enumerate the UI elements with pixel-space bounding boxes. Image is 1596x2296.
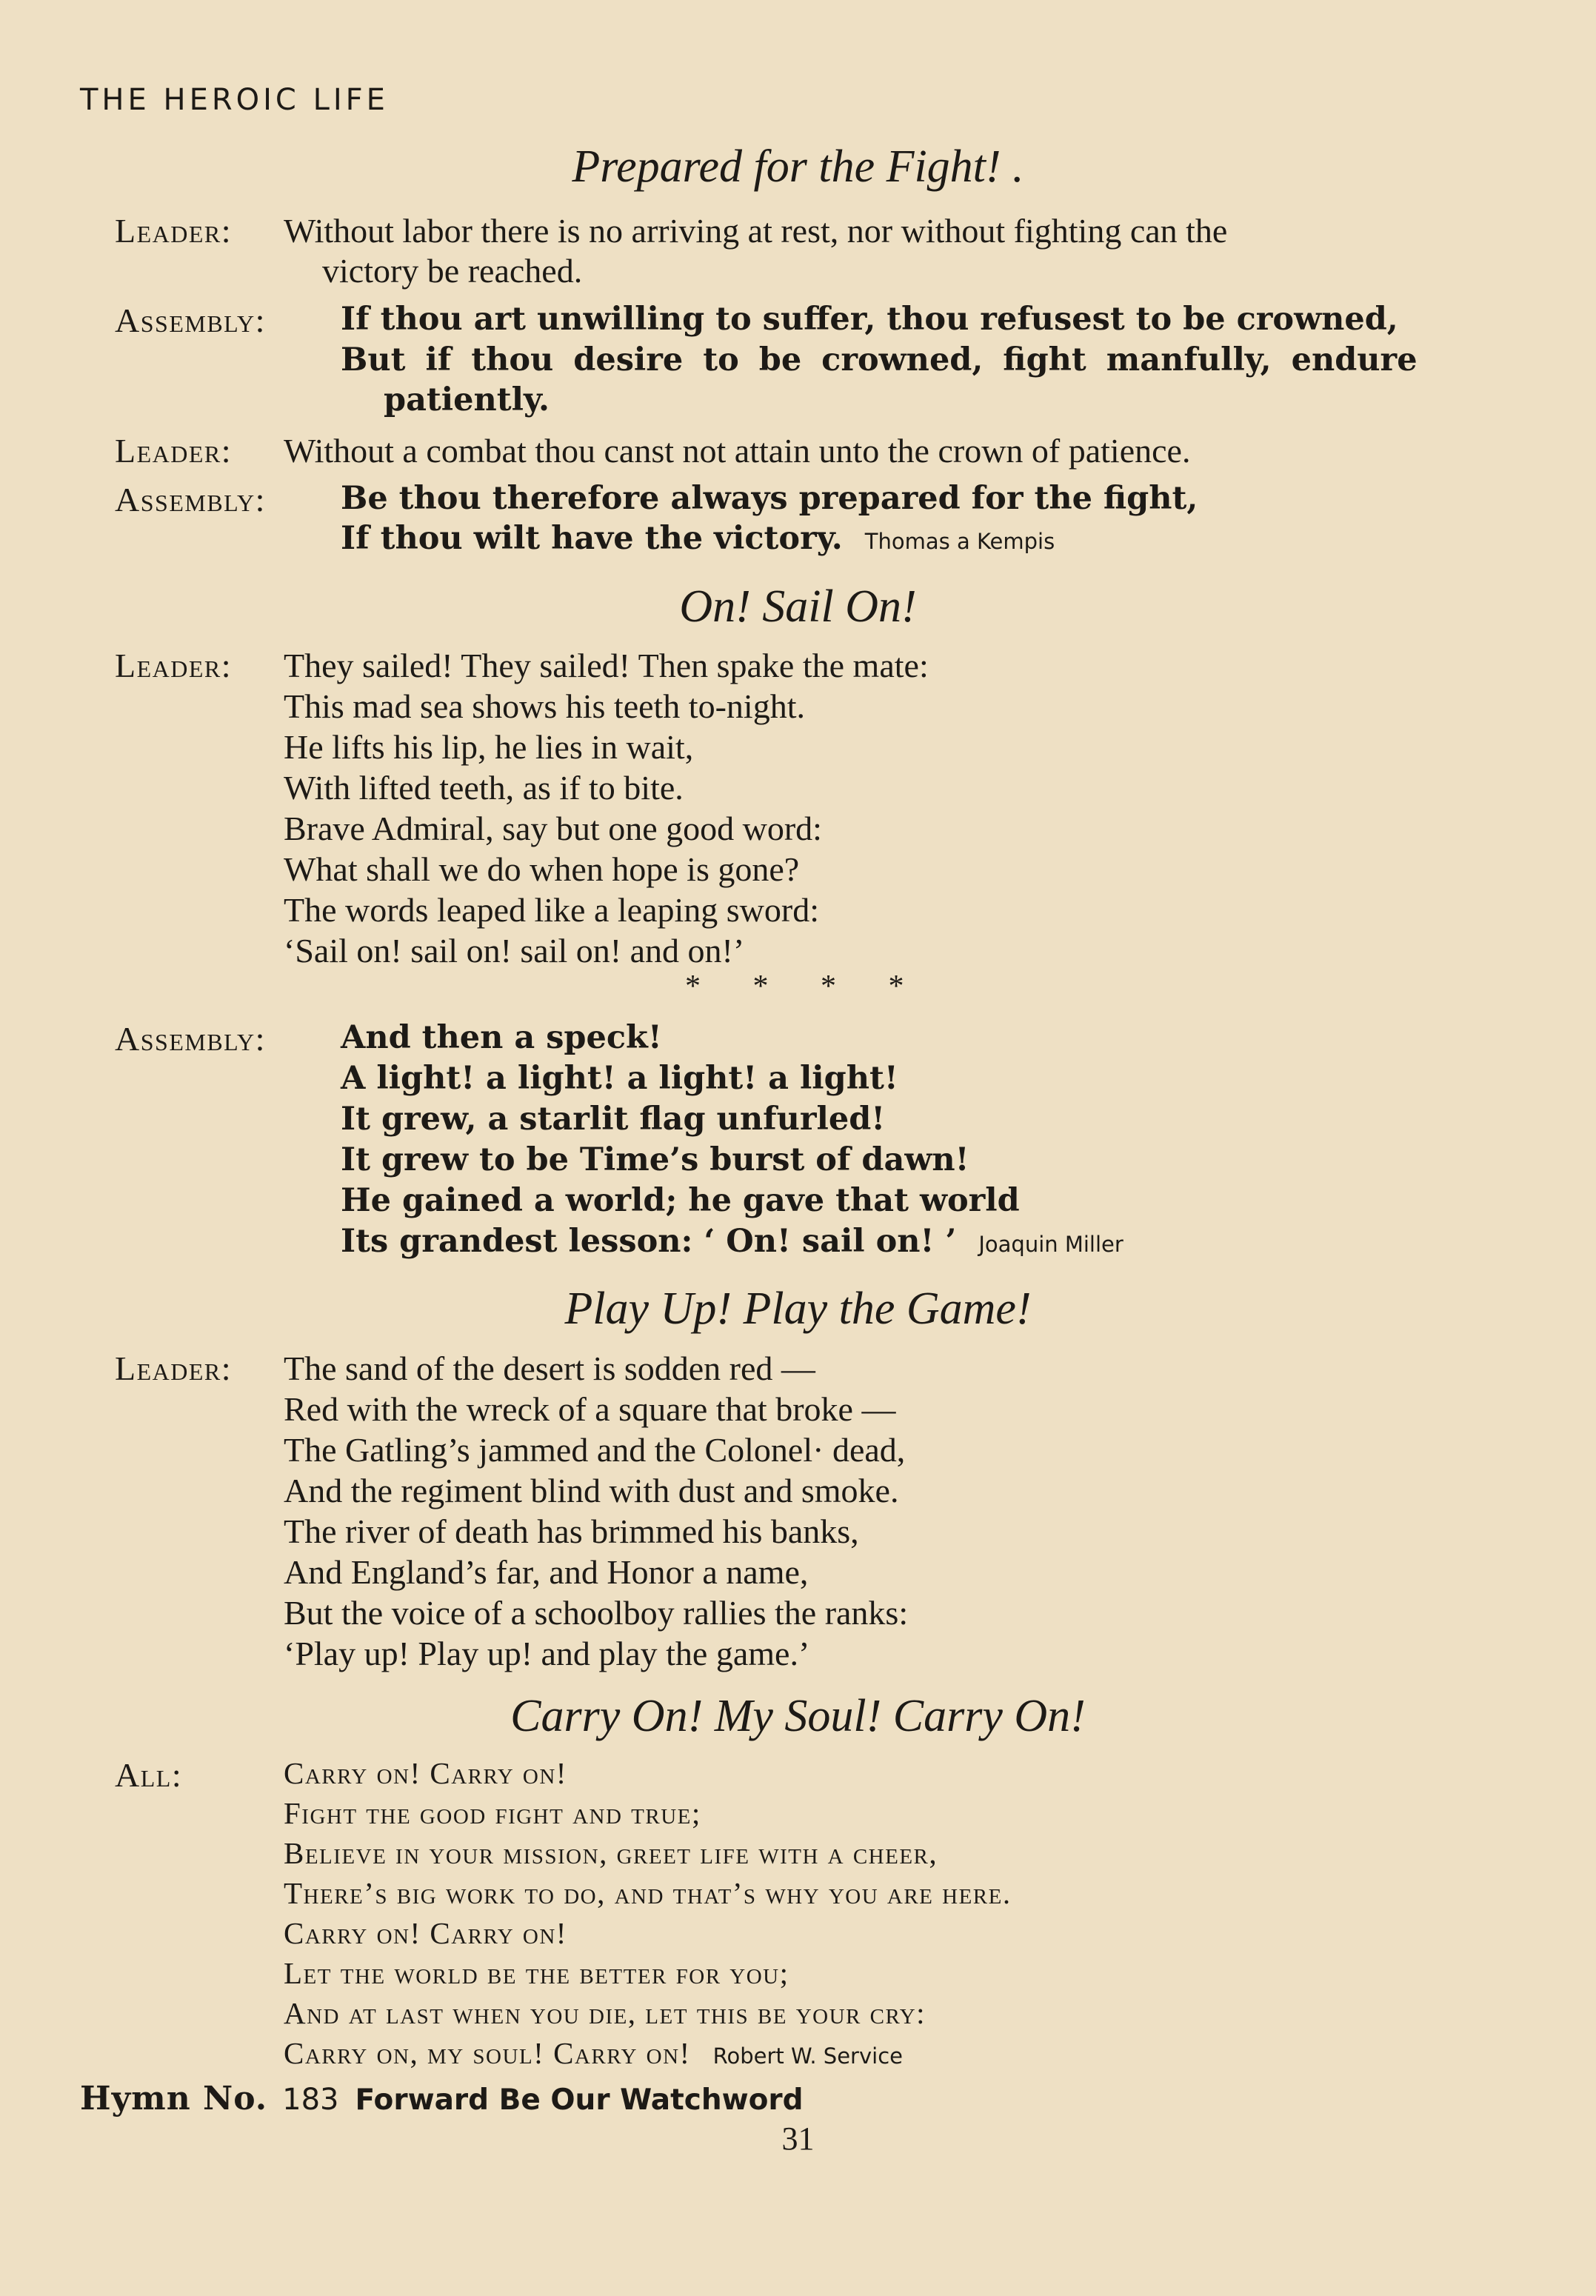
assembly-line: Be thou therefore always prepared for the fight, xyxy=(341,480,1198,517)
section-title-sail-on: On! Sail On! xyxy=(679,581,917,632)
leader-line: victory be reached. xyxy=(322,252,583,290)
role-label: Leader: xyxy=(115,647,233,684)
leader-line: He lifts his lip, he lies in wait, xyxy=(284,728,694,766)
all-line: Fight the good fight and true; xyxy=(284,1796,701,1830)
assembly-line: But if thou desire to be crowned, fight manfully, endure xyxy=(341,341,1418,378)
assembly-line: It grew to be Time’s burst of dawn! xyxy=(341,1141,969,1178)
assembly-line: patiently. xyxy=(384,381,550,418)
all-line: And at last when you die, let this be your cry: xyxy=(284,1996,926,2030)
attribution: Joaquin Miller xyxy=(978,1232,1123,1257)
leader-line: The sand of the desert is sodden red — xyxy=(284,1349,815,1387)
all-line: Carry on! Carry on! xyxy=(284,1916,567,1950)
leader-line: Without labor there is no arriving at rest, nor without fighting can the xyxy=(284,212,1228,250)
leader-line: Without a combat thou canst not attain unto the crown of patience. xyxy=(284,432,1191,470)
assembly-line: It grew, a starlit flag unfurled! xyxy=(341,1101,886,1138)
section-title-prepared: Prepared for the Fight! . xyxy=(572,141,1024,192)
role-label: Leader: xyxy=(115,432,233,470)
leader-line: What shall we do when hope is gone? xyxy=(284,850,800,888)
running-head: THE HEROIC LIFE xyxy=(80,83,389,117)
section-title-play-up: Play Up! Play the Game! xyxy=(564,1284,1032,1334)
role-label: Leader: xyxy=(115,212,233,250)
leader-line: And England’s far, and Honor a name, xyxy=(284,1553,809,1591)
leader-line: ‘Sail on! sail on! sail on! and on!’ xyxy=(284,932,745,970)
assembly-line xyxy=(341,1223,1123,1260)
assembly-line-text: Its grandest lesson: ‘ On! sail on! ’ xyxy=(341,1223,957,1260)
all-line: Carry on! Carry on! xyxy=(284,1756,567,1790)
leader-line: Red with the wreck of a square that broke — xyxy=(284,1390,896,1428)
leader-line: With lifted teeth, as if to bite. xyxy=(284,769,684,807)
all-line xyxy=(284,2035,903,2071)
all-line-text: Carry on, my soul! Carry on! xyxy=(284,2036,691,2070)
assembly-line: If thou art unwilling to suffer, thou refusest to be crowned, xyxy=(341,301,1398,338)
all-line: Believe in your mission, greet life with a cheer, xyxy=(284,1836,938,1870)
leader-line: But the voice of a schoolboy rallies the ranks: xyxy=(284,1594,909,1632)
hymn-number: 183 xyxy=(282,2083,339,2117)
leader-line: This mad sea shows his teeth to-night. xyxy=(284,687,805,725)
stanza-separator: * * * * xyxy=(685,970,926,1004)
hymn-reference xyxy=(80,2080,804,2118)
role-label: Assembly: xyxy=(115,301,266,339)
all-line: Let the world be the better for you; xyxy=(284,1956,789,1990)
hymn-label: Hymn No. xyxy=(80,2080,268,2118)
role-label: Leader: xyxy=(115,1349,233,1387)
all-line: There’s big work to do, and that’s why you are here. xyxy=(284,1876,1012,1910)
attribution: Robert W. Service xyxy=(712,2043,903,2069)
role-label: Assembly: xyxy=(115,1020,266,1058)
assembly-line: A light! a light! a light! a light! xyxy=(341,1060,898,1097)
leader-line: The words leaped like a leaping sword: xyxy=(284,891,819,929)
leader-line: They sailed! They sailed! Then spake the mate: xyxy=(284,647,929,684)
role-label: All: xyxy=(115,1756,183,1794)
leader-line: Brave Admiral, say but one good word: xyxy=(284,810,822,847)
leader-line: And the regiment blind with dust and smoke. xyxy=(284,1472,899,1509)
hymn-title: Forward Be Our Watchword xyxy=(355,2083,804,2117)
attribution: Thomas a Kempis xyxy=(864,529,1055,554)
assembly-line: And then a speck! xyxy=(341,1019,662,1056)
leader-line: The Gatling’s jammed and the Colonel· dead, xyxy=(284,1431,906,1469)
assembly-line-text: If thou wilt have the victory. xyxy=(341,520,843,557)
assembly-line: He gained a world; he gave that world xyxy=(341,1182,1020,1219)
page-number: 31 xyxy=(781,2120,815,2157)
assembly-line xyxy=(341,520,1055,557)
role-label: Assembly: xyxy=(115,481,266,518)
section-title-carry-on: Carry On! My Soul! Carry On! xyxy=(510,1691,1086,1741)
leader-line: The river of death has brimmed his banks, xyxy=(284,1512,859,1550)
leader-line: ‘Play up! Play up! and play the game.’ xyxy=(284,1635,810,1672)
